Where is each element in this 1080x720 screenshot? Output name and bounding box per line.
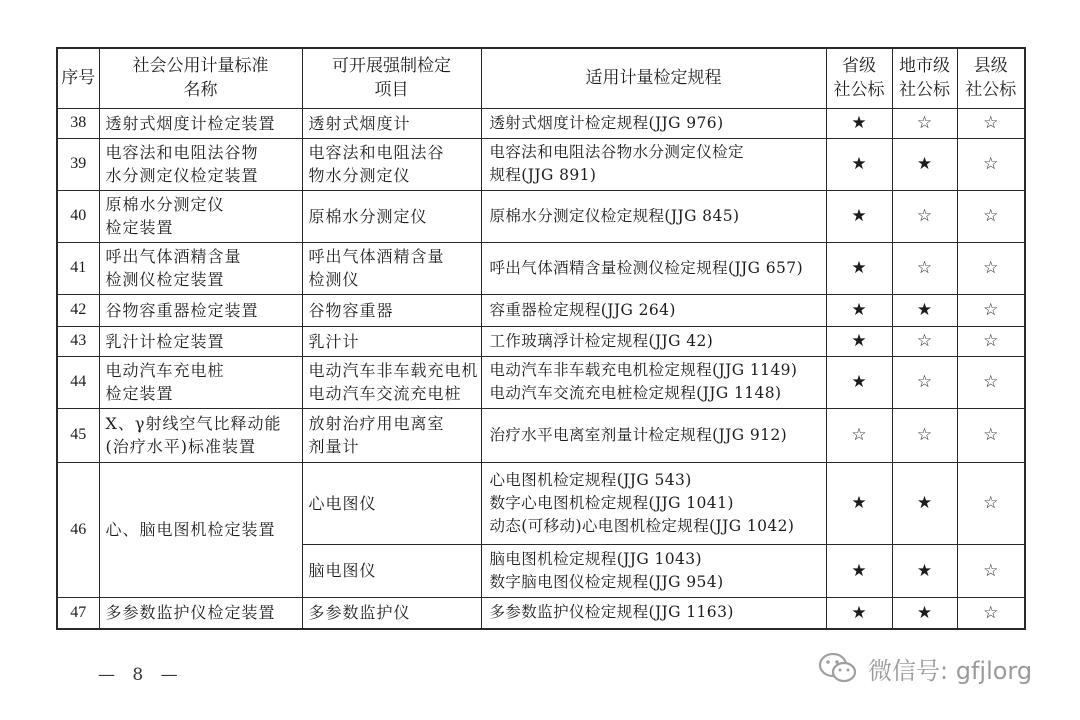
header-county: 县级 社公标 [957,48,1025,108]
province-mark: ☆ [826,408,892,462]
county-mark: ☆ [957,326,1025,356]
header-name: 社会公用计量标准 名称 [99,48,302,108]
inspection-item: 电容法和电阻法谷 物水分测定仪 [302,138,481,190]
county-mark: ☆ [957,138,1025,190]
header-seq: 序号 [57,48,99,108]
table-row [57,190,1025,242]
table-row [57,138,1025,190]
regulation: 电容法和电阻法谷物水分测定仪检定 规程(JJG 891) [481,138,826,190]
row-number: 45 [57,408,99,462]
row-number: 42 [57,294,99,326]
inspection-item: 乳汁计 [302,326,481,356]
regulation: 呼出气体酒精含量检测仪检定规程(JJG 657) [481,242,826,294]
province-mark: ★ [826,544,892,597]
regulation: 多参数监护仪检定规程(JJG 1163) [481,597,826,629]
regulation: 透射式烟度计检定规程(JJG 976) [481,108,826,138]
standard-name: 乳汁计检定装置 [99,326,302,356]
table-row [57,242,1025,294]
inspection-item: 电动汽车非车载充电机 电动汽车交流充电桩 [302,356,481,408]
county-mark: ☆ [957,356,1025,408]
row-number: 41 [57,242,99,294]
regulation: 心电图机检定规程(JJG 543) 数字心电图机检定规程(JJG 1041) 动态(可移动)心电图机检定规程(JJG 1042) [481,462,826,544]
table-row [57,326,1025,356]
city-mark: ☆ [892,190,957,242]
province-mark: ★ [826,242,892,294]
row-number: 40 [57,190,99,242]
header-row [57,48,1025,108]
regulation-table [56,47,1026,630]
province-mark: ★ [826,326,892,356]
standard-name: 原棉水分测定仪 检定装置 [99,190,302,242]
city-mark: ☆ [892,108,957,138]
province-mark: ★ [826,190,892,242]
watermark-text: 微信号: gfjlorg [868,656,1033,685]
header-item: 可开展强制检定 项目 [302,48,481,108]
regulation: 治疗水平电离室剂量计检定规程(JJG 912) [481,408,826,462]
table-row [57,408,1025,462]
table-row [57,294,1025,326]
city-mark: ★ [892,597,957,629]
row-number: 43 [57,326,99,356]
page-number: — 8 — [98,665,184,685]
standard-name: 电容法和电阻法谷物 水分测定仪检定装置 [99,138,302,190]
standard-name: 透射式烟度计检定装置 [99,108,302,138]
standard-name: 谷物容重器检定装置 [99,294,302,326]
row-number: 46 [57,462,99,597]
province-mark: ★ [826,356,892,408]
province-mark: ★ [826,597,892,629]
province-mark: ★ [826,108,892,138]
county-mark: ☆ [957,544,1025,597]
city-mark: ☆ [892,408,957,462]
county-mark: ☆ [957,408,1025,462]
inspection-item: 心电图仪 [302,462,481,544]
regulation: 原棉水分测定仪检定规程(JJG 845) [481,190,826,242]
county-mark: ☆ [957,294,1025,326]
county-mark: ☆ [957,597,1025,629]
watermark [818,648,1032,688]
standard-name: X、γ射线空气比释动能 (治疗水平)标准装置 [99,408,302,462]
table-row [57,597,1025,629]
inspection-item: 谷物容重器 [302,294,481,326]
standard-name: 电动汽车充电桩 检定装置 [99,356,302,408]
header-province: 省级 社公标 [826,48,892,108]
regulation: 工作玻璃浮计检定规程(JJG 42) [481,326,826,356]
table-row [57,108,1025,138]
inspection-item: 多参数监护仪 [302,597,481,629]
wechat-icon [818,651,858,685]
header-city: 地市级 社公标 [892,48,957,108]
county-mark: ☆ [957,190,1025,242]
standard-name: 心、脑电图机检定装置 [99,462,302,597]
county-mark: ☆ [957,108,1025,138]
province-mark: ★ [826,294,892,326]
row-number: 47 [57,597,99,629]
city-mark: ★ [892,544,957,597]
table-row [57,462,1025,544]
table-row [57,356,1025,408]
county-mark: ☆ [957,462,1025,544]
province-mark: ★ [826,138,892,190]
regulation: 电动汽车非车载充电机检定规程(JJG 1149) 电动汽车交流充电桩检定规程(JJG 1148) [481,356,826,408]
inspection-item: 原棉水分测定仪 [302,190,481,242]
header-regulation: 适用计量检定规程 [481,48,826,108]
city-mark: ☆ [892,326,957,356]
regulation: 容重器检定规程(JJG 264) [481,294,826,326]
row-number: 38 [57,108,99,138]
city-mark: ☆ [892,242,957,294]
inspection-item: 呼出气体酒精含量 检测仪 [302,242,481,294]
row-number: 39 [57,138,99,190]
city-mark: ★ [892,138,957,190]
city-mark: ★ [892,294,957,326]
row-number: 44 [57,356,99,408]
standard-name: 多参数监护仪检定装置 [99,597,302,629]
inspection-item: 透射式烟度计 [302,108,481,138]
standard-name: 呼出气体酒精含量 检测仪检定装置 [99,242,302,294]
city-mark: ☆ [892,356,957,408]
province-mark: ★ [826,462,892,544]
county-mark: ☆ [957,242,1025,294]
inspection-item: 放射治疗用电离室 剂量计 [302,408,481,462]
city-mark: ★ [892,462,957,544]
inspection-item: 脑电图仪 [302,544,481,597]
regulation: 脑电图机检定规程(JJG 1043) 数字脑电图仪检定规程(JJG 954) [481,544,826,597]
